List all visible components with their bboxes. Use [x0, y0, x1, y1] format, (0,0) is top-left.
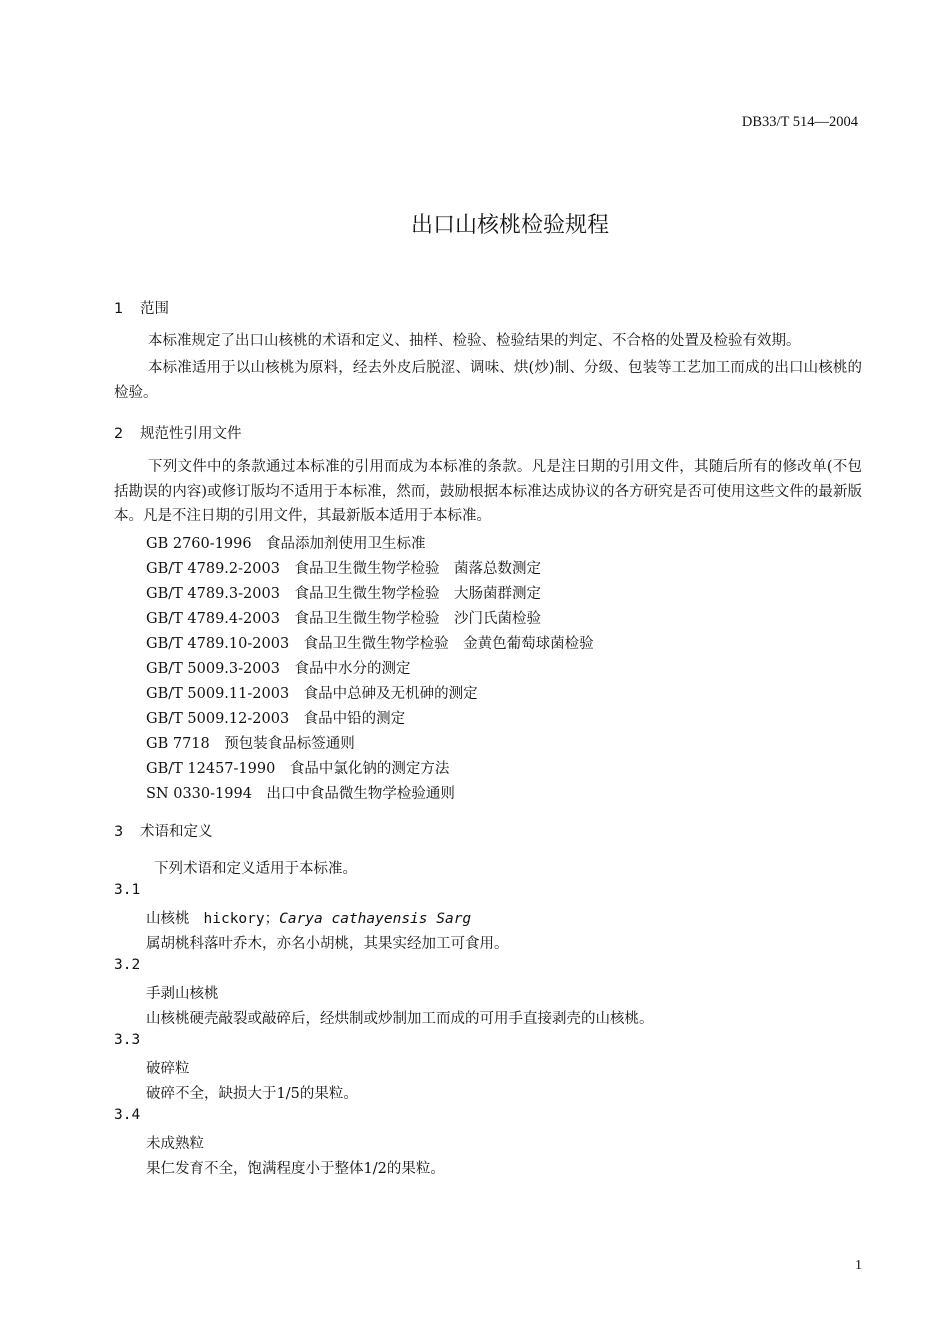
term-latin: Carya cathayensis Sarg [279, 911, 472, 927]
term-definition: 果仁发育不全，饱满程度小于整体1/2的果粒。 [146, 1161, 445, 1177]
term-title: 未成熟粒 [146, 1136, 204, 1152]
reference-item: GB/T 12457-1990 食品中氯化钠的测定方法 [146, 761, 450, 777]
reference-item: GB/T 5009.3-2003 食品中水分的测定 [146, 661, 411, 677]
term-title: 破碎粒 [146, 1061, 190, 1077]
term-title: 手剥山核桃 [146, 986, 219, 1002]
section-3-intro: 下列术语和定义适用于本标准。 [154, 861, 357, 877]
section-title: 规范性引用文件 [140, 426, 242, 442]
term-chinese: 山核桃 [146, 911, 190, 927]
reference-item: GB 2760-1996 食品添加剂使用卫生标准 [146, 536, 426, 552]
subsection-number: 3.3 [114, 1032, 141, 1048]
reference-item: GB/T 4789.3-2003 食品卫生微生物学检验 大肠菌群测定 [146, 586, 541, 602]
standard-code: DB33/T 514—2004 [741, 114, 858, 130]
reference-item: GB/T 5009.11-2003 食品中总砷及无机砷的测定 [146, 686, 478, 702]
subsection-number: 3.4 [114, 1107, 141, 1123]
reference-item: GB/T 5009.12-2003 食品中铅的测定 [146, 711, 406, 727]
reference-item: GB 7718 预包装食品标签通则 [146, 736, 355, 752]
term-definition: 属胡桃科落叶乔木，亦名小胡桃，其果实经加工可食用。 [146, 936, 509, 952]
section-1-paragraph-1: 本标准规定了出口山核桃的术语和定义、抽样、检验、检验结果的判定、不合格的处置及检验有效期。 [148, 333, 801, 349]
term-title [146, 907, 471, 928]
section-1-paragraph-2: 本标准适用于以山核桃为原料，经去外皮后脱涩、调味、烘(炒)制、分级、包装等工艺加工而成的出口山核桃的检验。 [114, 360, 862, 401]
subsection-number: 3.2 [114, 957, 141, 973]
section-number: 1 [114, 301, 124, 317]
section-title: 术语和定义 [140, 824, 213, 840]
section-number: 2 [114, 426, 124, 442]
term-english: hickory； [203, 911, 280, 927]
reference-item: SN 0330-1994 出口中食品微生物学检验通则 [146, 786, 455, 802]
section-1-heading [114, 297, 169, 318]
page-number: 1 [855, 1258, 862, 1273]
reference-item: GB/T 4789.4-2003 食品卫生微生物学检验 沙门氏菌检验 [146, 611, 541, 627]
subsection-number: 3.1 [114, 882, 141, 898]
reference-item: GB/T 4789.2-2003 食品卫生微生物学检验 菌落总数测定 [146, 561, 541, 577]
section-3-heading [114, 820, 213, 841]
section-2-heading [114, 422, 242, 443]
term-definition: 破碎不全，缺损大于1/5的果粒。 [146, 1086, 358, 1102]
reference-item: GB/T 4789.10-2003 食品卫生微生物学检验 金黄色葡萄球菌检验 [146, 636, 594, 652]
document-title: 出口山核桃检验规程 [410, 213, 609, 238]
section-number: 3 [114, 824, 124, 840]
term-definition: 山核桃硬壳敲裂或敲碎后，经烘制或炒制加工而成的可用手直接剥壳的山核桃。 [146, 1011, 654, 1027]
section-title: 范围 [140, 301, 169, 317]
section-2-paragraph: 下列文件中的条款通过本标准的引用而成为本标准的条款。凡是注日期的引用文件，其随后所有的修改单(不包括勘误的内容)或修订版均不适用于本标准，然而，鼓励根据本标准达成协议的各方研究是否可使用这些文件的最新版本。凡是不注日期的引用文件，其最新版本适用于本标准。 [114, 459, 862, 524]
